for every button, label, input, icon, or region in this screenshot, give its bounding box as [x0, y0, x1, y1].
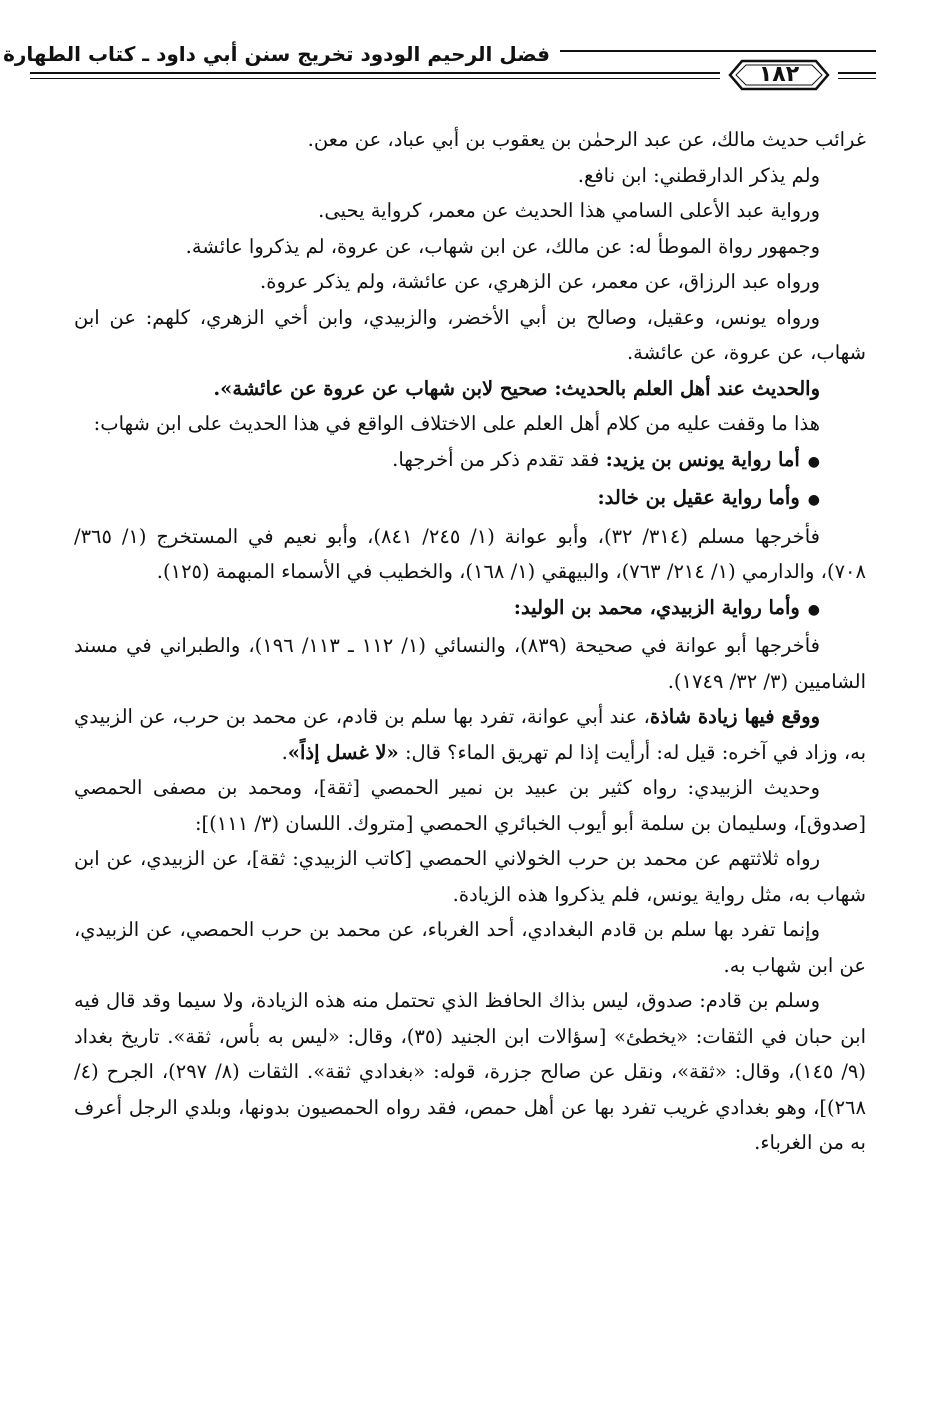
list-item-heading: وأما رواية الزبيدي، محمد بن الوليد:	[513, 595, 800, 619]
header-rule	[30, 78, 720, 79]
paragraph: ورواية عبد الأعلى السامي هذا الحديث عن معمر، كرواية يحيى.	[318, 199, 820, 222]
paragraph: فأخرجها مسلم (٣١٤/ ٣٢)، وأبو عوانة (١/ ٢٤٥/ ٨٤١)، وأبو نعيم في المستخرج (١/ ٣٦٥/ ٧٠٨)، والدارمي (١/ ٢١٤/ ٧٦٣)، والبيهقي (١/ ١٦٨)، والخطيب في الأسماء المبهمة (١٢٥).	[74, 524, 866, 583]
running-title: فضل الرحيم الودود تخريج سنن أبي داود ـ كتاب الطهارة	[3, 42, 550, 66]
bold-quote: «لا غسل إذاً»	[287, 740, 399, 764]
paragraph: ولم يذكر الدارقطني: ابن نافع.	[577, 163, 820, 187]
header-rule	[30, 72, 720, 74]
bullet-icon: ●	[807, 601, 820, 618]
list-item-text: فقد تقدم ذكر من أخرجها.	[392, 447, 606, 471]
list-item	[74, 442, 866, 481]
paragraph: ورواه يونس، وعقيل، وصالح بن أبي الأخضر، والزبيدي، وابن أخي الزهري، كلهم: عن ابن شهاب، عن عروة، عن عائشة.	[74, 305, 866, 364]
paragraph: ورواه عبد الرزاق، عن معمر، عن الزهري، عن عائشة، ولم يذكر عروة.	[260, 270, 820, 293]
page-number-frame	[728, 58, 830, 92]
bullet-icon: ●	[807, 492, 820, 508]
paragraph	[74, 699, 866, 770]
list-item	[74, 480, 866, 519]
paragraph: وحديث الزبيدي: رواه كثير بن عبيد بن نمير الحمصي [ثقة]، ومحمد بن مصفى الحمصي [صدوق]، وسليمان بن سلمة أبو أيوب الخبائري الحمصي [متروك. اللسان (٣/ ١١١)]:	[74, 776, 866, 835]
paragraph: هذا ما وقفت عليه من كلام أهل العلم على الاختلاف الواقع في هذا الحديث على ابن شهاب:	[93, 412, 820, 435]
paragraph: رواه ثلاثتهم عن محمد بن حرب الخولاني الحمصي [كاتب الزبيدي: ثقة]، عن الزبيدي، عن ابن شهاب به، مثل رواية يونس، فلم يذكروا هذه الزيادة.	[74, 847, 866, 906]
paragraph-text: ، عند أبي عوانة، تفرد بها سلم بن قادم، عن محمد بن حرب، عن الزبيدي به، وزاد في آخره: قيل له: أرأيت إذا لم تهريق الماء؟ قال:	[74, 705, 866, 764]
paragraph: غرائب حديث مالك، عن عبد الرحمٰن بن يعقوب بن أبي عباد، عن معن.	[307, 128, 866, 151]
paragraph: وجمهور رواة الموطأ له: عن مالك، عن ابن شهاب، عن عروة، لم يذكروا عائشة.	[185, 234, 820, 258]
bullet-icon: ●	[807, 453, 820, 470]
header-rule	[838, 72, 876, 74]
paragraph: وإنما تفرد بها سلم بن قادم البغدادي، أحد الغرباء، عن محمد بن حرب الحمصي، عن الزبيدي، عن ابن شهاب به.	[74, 918, 866, 977]
paragraph: وسلم بن قادم: صدوق، ليس بذاك الحافظ الذي تحتمل منه هذه الزيادة، ولا سيما وقد قال فيه ابن حبان في الثقات: «يخطئ» [سؤالات ابن الجنيد (٣٥)، وقال: «ليس به بأس، ثقة». تاريخ بغداد (٩/ ١٤٥)، وقال: «ثقة»، ونقل عن صالح جزرة، قوله: «بغدادي ثقة». الثقات (٨/ ٢٩٧)، الجرح (٤/ ٢٦٨)]، وهو بغدادي غريب تفرد بها عن أهل حمص، فقد رواه الحمصيون بدونها، وبلدي الرجل أعرف به من الغرباء.	[74, 989, 866, 1154]
paragraph: فأخرجها أبو عوانة في صحيحة (٨٣٩)، والنسائي (١/ ١١٢ ـ ١١٣/ ١٩٦)، والطبراني في مسند الشاميين (٣/ ٣٢/ ١٧٤٩).	[74, 634, 866, 693]
bold-statement: والحديث عند أهل العلم بالحديث: صحيح لابن شهاب عن عروة عن عائشة».	[213, 376, 820, 400]
paragraph-text: .	[281, 740, 288, 764]
list-item	[74, 590, 866, 629]
header-rule	[838, 78, 876, 79]
list-item-heading: وأما رواية عقيل بن خالد:	[597, 486, 800, 509]
bold-phrase: ووقع فيها زيادة شاذة	[649, 705, 820, 728]
page-number: ١٨٢	[758, 62, 800, 87]
list-item-heading: أما رواية يونس بن يزيد:	[605, 447, 800, 471]
main-text	[74, 122, 866, 1161]
header-rule	[560, 50, 876, 52]
